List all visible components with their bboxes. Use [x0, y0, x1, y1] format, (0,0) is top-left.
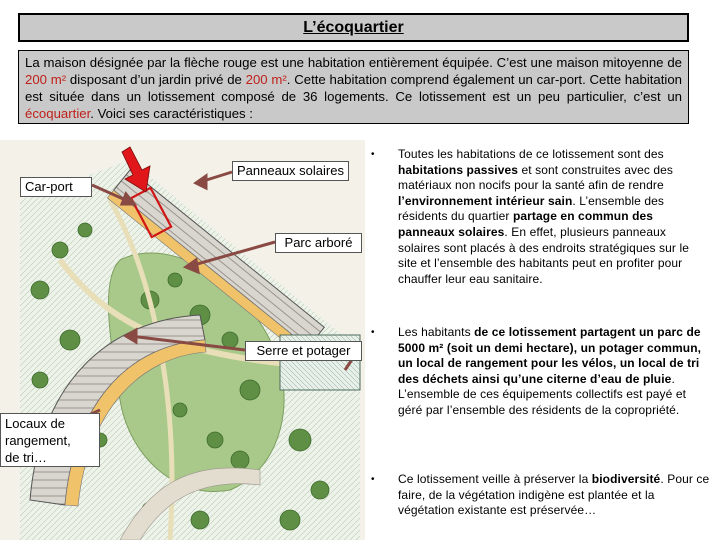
intro-text-2: disposant d’un jardin privé de — [66, 72, 246, 87]
intro-paragraph — [18, 50, 689, 124]
garden-area: 200 m² — [245, 72, 287, 87]
ecoquartier-term: écoquartier — [25, 106, 91, 121]
bullet-1-text-c: et sont construites avec des matériaux non nocifs pour la santé afin de rendre — [398, 162, 674, 193]
label-locaux-line3: de tri… — [5, 450, 47, 465]
label-car-port: Car-port — [20, 177, 92, 197]
list-item — [365, 325, 710, 419]
intro-text-1: La maison désignée par la flèche rouge est une habitation entièrement équipée. C’est une maison mitoyenne de — [25, 55, 682, 70]
bullet-icon: • — [371, 149, 375, 160]
bullet-1-bold-1: habitations passives — [398, 162, 519, 177]
bullet-1-bold-3: partage en commun des panneaux solaires — [398, 209, 654, 239]
label-locaux-line2: rangement, — [5, 433, 71, 448]
bullet-3-text-a: Ce lotissement veille à préserver la — [398, 472, 592, 486]
bullet-3-text-c: . Pour ce faire, de la végétation indigène est plantée et la végétation existante est préservée… — [398, 472, 710, 518]
site-plan-drawing — [0, 140, 365, 540]
bullet-icon: • — [371, 327, 375, 338]
list-item — [365, 472, 710, 519]
intro-text-4: . Voici ses caractéristiques : — [90, 106, 253, 121]
label-locaux-rangement — [0, 413, 100, 467]
label-parc-arbore: Parc arboré — [275, 233, 362, 253]
bullet-2-text-a: Les habitants — [398, 325, 475, 339]
bullet-1-text-e: . En effet, plusieurs panneaux solaires sont placés à des endroits stratégiques sur le site et l’ensemble des habitants peut en profiter pour chauffer leur eau sanitaire. — [398, 224, 689, 286]
bullet-3-bold-1: biodiversité — [591, 472, 661, 486]
site-plan — [0, 140, 365, 540]
label-locaux-line1: Locaux de — [5, 416, 65, 431]
bullet-1-text-d: . L’ensemble des résidents du quartier — [398, 193, 665, 224]
bullet-2-bold-1: de ce lotissement partagent un parc de 5000 m² (soit un demi hectare), un potager commun, un local de rangement pour les vélos, un local de tri des déchets ainsi qu’une citerne d’eau de pluie — [398, 325, 702, 386]
bullet-2-text-c: . L’ensemble de ces équipements collectifs est payé et géré par l’ensemble des résidents de la copropriété. — [398, 371, 687, 417]
page-title: L’écoquartier — [18, 13, 689, 42]
bullet-icon: • — [371, 474, 375, 485]
label-serre-potager: Serre et potager — [245, 341, 362, 361]
characteristics-list — [365, 140, 720, 540]
list-item — [365, 147, 710, 287]
intro-text-3: . Cette habitation comprend également un car-port. Cette habitation est située dans un lotissement composé de 36 logements. Ce lotissement est un peu particulier, c’est un — [25, 72, 683, 104]
house-area: 200 m² — [25, 72, 67, 87]
bullet-1-text-a: Toutes les habitations de ce lotissement sont des — [398, 147, 664, 161]
label-panneaux-solaires: Panneaux solaires — [232, 161, 349, 181]
bullet-1-bold-2: l’environnement intérieur sain — [398, 193, 573, 208]
